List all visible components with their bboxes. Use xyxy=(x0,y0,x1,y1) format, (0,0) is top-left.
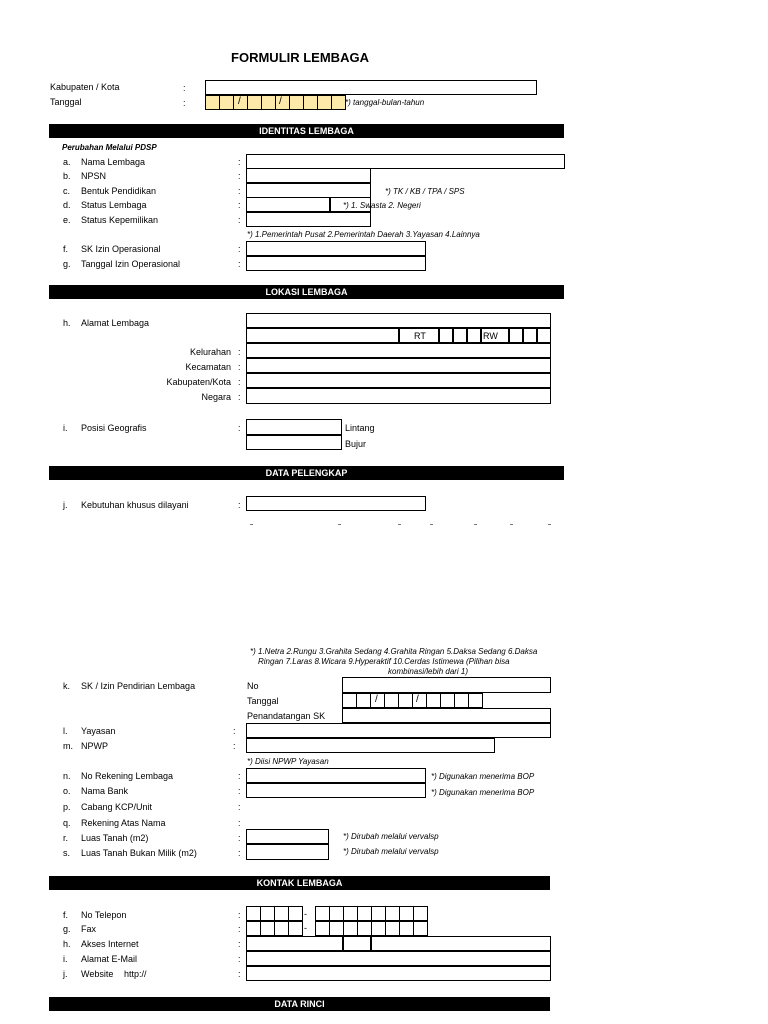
sk-izin-field[interactable] xyxy=(246,241,426,256)
status-lembaga-field[interactable] xyxy=(246,197,330,212)
date-digit-cell[interactable] xyxy=(205,95,220,110)
item-letter: m. xyxy=(63,741,73,751)
tanggal-izin-field[interactable] xyxy=(246,256,426,271)
ghost-text-fragment xyxy=(248,522,568,528)
kebutuhan-note: Ringan 7.Laras 8.Wicara 9.Hyperaktif 10.Cerdas Istimewa (Pilihan bisa xyxy=(258,657,510,666)
telepon-digit-cell[interactable] xyxy=(413,906,428,921)
fax-label: Fax xyxy=(81,924,97,934)
date-digit-cell[interactable] xyxy=(275,95,290,110)
fax-digit-cell[interactable] xyxy=(371,921,386,936)
kecamatan-field[interactable] xyxy=(246,358,551,373)
colon: : xyxy=(238,786,241,796)
luas-tanah-bukan-milik-note: *) Dirubah melalui vervalsp xyxy=(343,847,439,856)
alamat-field-line2[interactable] xyxy=(246,328,399,343)
kebutuhan-label: Kebutuhan khusus dilayani xyxy=(81,500,189,510)
form-title: FORMULIR LEMBAGA xyxy=(231,50,369,65)
rekening-note: *) Digunakan menerima BOP xyxy=(431,772,535,781)
date-digit-cell[interactable] xyxy=(289,95,304,110)
cabang-label: Cabang KCP/Unit xyxy=(81,802,153,812)
akses-internet-code-field[interactable] xyxy=(343,936,371,951)
akses-internet-field[interactable] xyxy=(246,936,343,951)
status-kepemilikan-label: Status Kepemilikan xyxy=(81,215,159,225)
rt-cell[interactable] xyxy=(453,328,467,343)
npwp-label: NPWP xyxy=(81,741,108,751)
fax-digit-cell[interactable] xyxy=(329,921,344,936)
date-digit-cell[interactable] xyxy=(219,95,234,110)
colon: : xyxy=(238,186,241,196)
status-lembaga-label: Status Lembaga xyxy=(81,200,147,210)
luas-tanah-field[interactable] xyxy=(246,829,329,844)
kelurahan-label: Kelurahan xyxy=(189,347,231,357)
section-pelengkap: DATA PELENGKAP xyxy=(49,466,564,480)
sk-no-field[interactable] xyxy=(342,677,551,693)
fax-digit-cell[interactable] xyxy=(413,921,428,936)
item-letter: p. xyxy=(63,802,71,812)
item-letter: d. xyxy=(63,200,71,210)
posisi-label: Posisi Geografis xyxy=(81,423,147,433)
status-kepemilikan-field[interactable] xyxy=(246,212,371,227)
colon: : xyxy=(238,969,241,979)
sk-date-digit-cell[interactable] xyxy=(426,693,441,708)
luas-tanah-note: *) Dirubah melalui vervalsp xyxy=(343,832,439,841)
alamat-field[interactable] xyxy=(246,313,551,328)
colon: : xyxy=(238,423,241,433)
item-letter: g. xyxy=(63,259,71,269)
rt-cell[interactable] xyxy=(467,328,481,343)
item-letter: l. xyxy=(63,726,68,736)
telepon-digit-cell[interactable] xyxy=(399,906,414,921)
item-letter: j. xyxy=(63,500,68,510)
item-letter: f. xyxy=(63,244,69,254)
tanggal-izin-label: Tanggal Izin Operasional xyxy=(81,259,181,269)
colon: : xyxy=(238,848,241,858)
negara-field[interactable] xyxy=(246,388,551,404)
luas-tanah-bukan-milik-label: Luas Tanah Bukan Milik (m2) xyxy=(81,848,197,858)
email-label: Alamat E-Mail xyxy=(81,954,138,964)
colon: : xyxy=(238,954,241,964)
sk-date-digit-cell[interactable] xyxy=(412,693,427,708)
nama-lembaga-label: Nama Lembaga xyxy=(81,157,146,167)
telepon-digit-cell[interactable] xyxy=(274,906,289,921)
colon: : xyxy=(183,98,186,108)
date-digit-cell[interactable] xyxy=(303,95,318,110)
fax-digit-cell[interactable] xyxy=(315,921,330,936)
item-letter: g. xyxy=(63,924,71,934)
luas-tanah-bukan-milik-field[interactable] xyxy=(246,844,329,860)
sk-izin-label: SK Izin Operasional xyxy=(81,244,161,254)
sk-date-digit-cell[interactable] xyxy=(384,693,399,708)
no-rekening-field[interactable] xyxy=(246,768,426,783)
telepon-digit-cell[interactable] xyxy=(315,906,330,921)
rw-label: RW xyxy=(483,331,498,341)
date-separator: / xyxy=(279,96,282,107)
telepon-digit-cell[interactable] xyxy=(371,906,386,921)
bujur-field[interactable] xyxy=(246,435,342,450)
section-kontak: KONTAK LEMBAGA xyxy=(49,876,550,890)
lintang-field[interactable] xyxy=(246,419,342,435)
status-note: *) 1. Swasta 2. Negeri xyxy=(343,201,421,210)
dash: - xyxy=(304,909,307,919)
item-letter: h. xyxy=(63,939,71,949)
website-prefix: http:// xyxy=(124,969,147,979)
rw-cell[interactable] xyxy=(523,328,537,343)
date-digit-cell[interactable] xyxy=(261,95,276,110)
colon: : xyxy=(238,244,241,254)
tanggal-label: Tanggal xyxy=(50,97,82,107)
negara-label: Negara xyxy=(201,392,231,402)
yayasan-field[interactable] xyxy=(246,723,551,738)
rt-label: RT xyxy=(414,331,426,341)
email-field[interactable] xyxy=(246,951,551,966)
item-letter: i. xyxy=(63,954,68,964)
sk-date-digit-cell[interactable] xyxy=(440,693,455,708)
fax-digit-cell[interactable] xyxy=(246,921,261,936)
npsn-field[interactable] xyxy=(246,168,371,183)
date-separator: / xyxy=(238,96,241,107)
bentuk-pendidikan-field[interactable] xyxy=(246,183,371,198)
bujur-label: Bujur xyxy=(345,439,367,449)
section-rinci: DATA RINCI xyxy=(49,997,550,1011)
colon: : xyxy=(238,939,241,949)
npwp-field[interactable] xyxy=(246,738,495,753)
colon: : xyxy=(238,802,241,812)
sk-date-digit-cell[interactable] xyxy=(468,693,483,708)
kecamatan-label: Kecamatan xyxy=(185,362,231,372)
kabupaten-kota-label: Kabupaten/Kota xyxy=(166,377,231,387)
kelurahan-field[interactable] xyxy=(246,343,551,358)
kebutuhan-note: kombinasi/lebih dari 1) xyxy=(388,667,469,676)
fax-digit-cell[interactable] xyxy=(260,921,275,936)
no-rekening-label: No Rekening Lembaga xyxy=(81,771,174,781)
npsn-label: NPSN xyxy=(81,171,107,181)
luas-tanah-label: Luas Tanah (m2) xyxy=(81,833,149,843)
sk-date-digit-cell[interactable] xyxy=(398,693,413,708)
sk-date-digit-cell[interactable] xyxy=(454,693,469,708)
section-lokasi: LOKASI LEMBAGA xyxy=(49,285,564,299)
item-letter: s. xyxy=(63,848,71,858)
sk-pendirian-label: SK / Izin Pendirian Lembaga xyxy=(81,681,196,691)
telepon-digit-cell[interactable] xyxy=(385,906,400,921)
rt-cell[interactable] xyxy=(439,328,453,343)
sk-penandatangan-field[interactable] xyxy=(342,708,551,723)
colon: : xyxy=(238,833,241,843)
colon: : xyxy=(238,157,241,167)
item-letter: k. xyxy=(63,681,71,691)
rw-cell[interactable] xyxy=(537,328,551,343)
sk-tanggal-label: Tanggal xyxy=(247,696,279,706)
website-label: Website xyxy=(81,969,114,979)
sk-penandatangan-label: Penandatangan SK xyxy=(247,711,326,721)
colon: : xyxy=(233,726,236,736)
colon: : xyxy=(238,347,241,357)
colon: : xyxy=(238,259,241,269)
item-letter: e. xyxy=(63,215,71,225)
sk-no-label: No xyxy=(247,681,259,691)
date-digit-cell[interactable] xyxy=(331,95,346,110)
bentuk-note: *) TK / KB / TPA / SPS xyxy=(385,187,465,196)
section-identitas: IDENTITAS LEMBAGA xyxy=(49,124,564,138)
fax-digit-cell[interactable] xyxy=(343,921,358,936)
colon: : xyxy=(183,83,186,93)
date-hint: *) tanggal-bulan-tahun xyxy=(345,98,425,107)
item-letter: i. xyxy=(63,423,68,433)
akses-internet-label: Akses Internet xyxy=(81,939,139,949)
telepon-digit-cell[interactable] xyxy=(246,906,261,921)
kabupaten-label: Kabupaten / Kota xyxy=(50,82,120,92)
identitas-subheading: Perubahan Melalui PDSP xyxy=(62,143,157,152)
telepon-digit-cell[interactable] xyxy=(343,906,358,921)
date-digit-cell[interactable] xyxy=(247,95,262,110)
item-letter: a. xyxy=(63,157,71,167)
date-separator: / xyxy=(416,694,419,705)
date-separator: / xyxy=(375,694,378,705)
telepon-digit-cell[interactable] xyxy=(357,906,372,921)
bentuk-pendidikan-label: Bentuk Pendidikan xyxy=(81,186,157,196)
colon: : xyxy=(238,392,241,402)
item-letter: o. xyxy=(63,786,71,796)
colon: : xyxy=(238,500,241,510)
colon: : xyxy=(238,362,241,372)
nama-lembaga-field[interactable] xyxy=(246,154,565,169)
website-field[interactable] xyxy=(246,966,551,981)
item-letter: f. xyxy=(63,910,69,920)
colon: : xyxy=(238,171,241,181)
date-digit-cell[interactable] xyxy=(317,95,332,110)
sk-date-digit-cell[interactable] xyxy=(356,693,371,708)
colon: : xyxy=(238,771,241,781)
fax-digit-cell[interactable] xyxy=(385,921,400,936)
telepon-digit-cell[interactable] xyxy=(260,906,275,921)
npwp-note: *) Diisi NPWP Yayasan xyxy=(247,757,329,766)
telepon-label: No Telepon xyxy=(81,910,127,920)
colon: : xyxy=(238,377,241,387)
atas-nama-label: Rekening Atas Nama xyxy=(81,818,166,828)
bank-note: *) Digunakan menerima BOP xyxy=(431,788,535,797)
rw-cell[interactable] xyxy=(509,328,523,343)
nama-bank-field[interactable] xyxy=(246,783,426,798)
lintang-label: Lintang xyxy=(345,423,375,433)
kebutuhan-note: *) 1.Netra 2.Rungu 3.Grahita Sedang 4.Grahita Ringan 5.Daksa Sedang 6.Daksa xyxy=(250,647,538,656)
kepemilikan-note: *) 1.Pemerintah Pusat 2.Pemerintah Daerah 3.Yayasan 4.Lainnya xyxy=(247,230,480,239)
telepon-digit-cell[interactable] xyxy=(288,906,303,921)
colon: : xyxy=(238,818,241,828)
item-letter: j. xyxy=(63,969,68,979)
fax-digit-cell[interactable] xyxy=(357,921,372,936)
colon: : xyxy=(238,924,241,934)
colon: : xyxy=(238,200,241,210)
item-letter: q. xyxy=(63,818,71,828)
kebutuhan-field[interactable] xyxy=(246,496,426,511)
nama-bank-label: Nama Bank xyxy=(81,786,129,796)
akses-internet-extra-field[interactable] xyxy=(371,936,551,951)
dash: - xyxy=(304,923,307,933)
item-letter: c. xyxy=(63,186,71,196)
kabupaten-kota-field[interactable] xyxy=(246,373,551,388)
alamat-label: Alamat Lembaga xyxy=(81,318,150,328)
item-letter: n. xyxy=(63,771,71,781)
colon: : xyxy=(233,741,236,751)
sk-date-digit-cell[interactable] xyxy=(342,693,357,708)
fax-digit-cell[interactable] xyxy=(274,921,289,936)
telepon-digit-cell[interactable] xyxy=(329,906,344,921)
colon: : xyxy=(238,215,241,225)
yayasan-label: Yayasan xyxy=(81,726,116,736)
item-letter: h. xyxy=(63,318,71,328)
item-letter: b. xyxy=(63,171,71,181)
kabupaten-field[interactable] xyxy=(205,80,537,95)
colon: : xyxy=(238,910,241,920)
fax-digit-cell[interactable] xyxy=(288,921,303,936)
fax-digit-cell[interactable] xyxy=(399,921,414,936)
item-letter: r. xyxy=(63,833,69,843)
